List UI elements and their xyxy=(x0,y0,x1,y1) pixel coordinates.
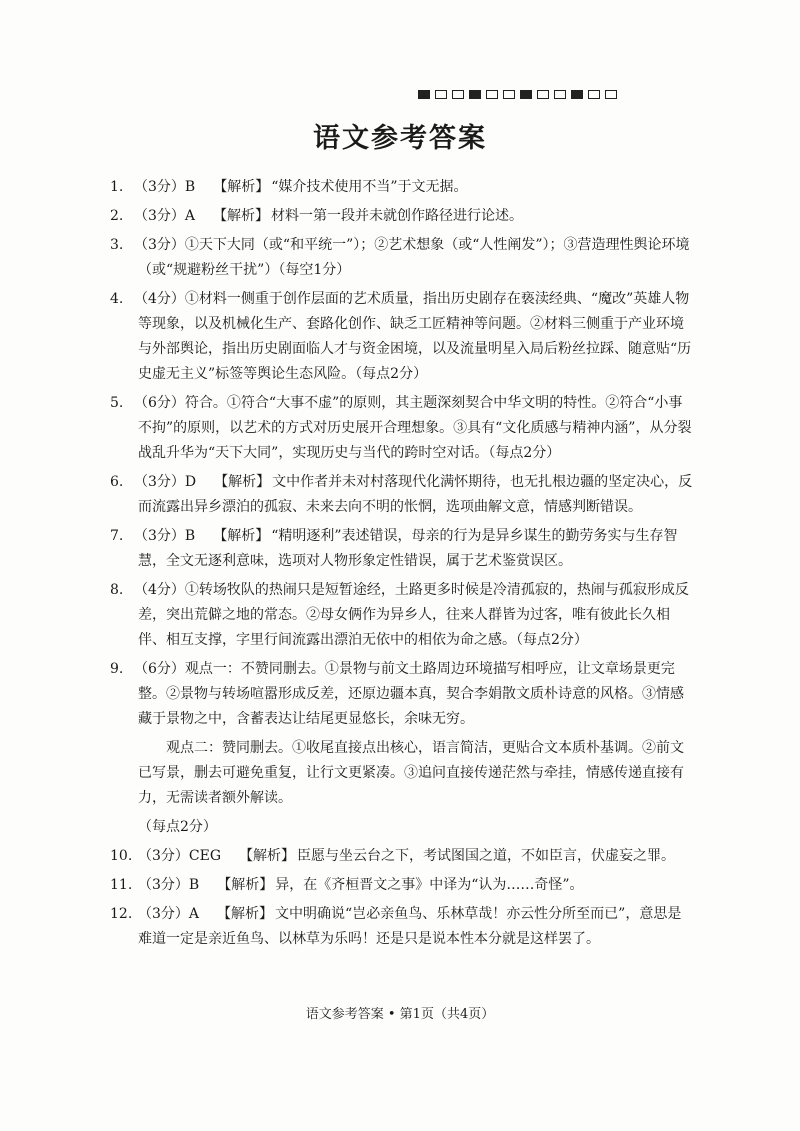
answer-points: （3分）D xyxy=(134,474,197,490)
answer-points: （3分） xyxy=(134,237,185,253)
answer-number: 10. xyxy=(110,848,133,864)
analysis-label: 【解析】 xyxy=(239,848,296,864)
answer-points: （3分）B xyxy=(134,528,196,544)
answer-item-7 xyxy=(110,524,695,574)
answer-item-8 xyxy=(110,578,695,653)
answer-number: 2. xyxy=(110,208,124,224)
empty-square-mark xyxy=(435,90,447,99)
answer-text: 观点一：不赞同删去。①景物与前文土路周边环境描写相呼应，让文章场景更完整。②景物与转场喧嚣形成反差，还原边疆本真，契合李娟散文质朴诗意的风格。③情感藏于景物之中，含蓄表达让结尾更显悠长，余味无穷。 xyxy=(138,661,684,727)
analysis-label: 【解析】 xyxy=(213,208,270,224)
empty-square-mark xyxy=(486,90,498,99)
answer-points: （3分）CEG xyxy=(138,848,222,864)
answer-item-3 xyxy=(110,233,695,283)
answer-points: （6分） xyxy=(134,395,185,411)
filled-square-mark xyxy=(571,90,583,99)
answer-9-points-note: （每点2分） xyxy=(138,819,217,835)
answer-text: ①材料一侧重于创作层面的艺术质量，指出历史剧存在亵渎经典、“魔改”英雄人物等现象，以及机械化生产、套路化创作、缺乏工匠精神等问题。②材料三侧重于产业环境与外部舆论，指出历史剧面临人才与资金困境，以及流量明星入局后粉丝拉踩、随意贴“历史虚无主义”标签等舆论生态风险。（每点2分） xyxy=(138,291,692,382)
answer-points: （6分） xyxy=(134,661,185,677)
answer-text: 文中明确说“岂必亲鱼鸟、乐林草哉！亦云性分所至而已”，意思是难道一定是亲近鱼鸟、以林草为乐吗！还是只是说本性本分就是这样罢了。 xyxy=(138,906,682,947)
answer-number: 11. xyxy=(110,877,133,893)
answer-number: 4. xyxy=(110,291,124,307)
answer-points: （4分） xyxy=(134,582,185,598)
answer-number: 3. xyxy=(110,237,124,253)
analysis-label: 【解析】 xyxy=(213,528,270,544)
analysis-label: 【解析】 xyxy=(217,906,274,922)
page-footer: 语文参考答案 • 第1页（共4页） xyxy=(305,1007,495,1022)
analysis-label: 【解析】 xyxy=(213,179,270,195)
answer-list xyxy=(110,175,695,956)
answer-points: （3分）B xyxy=(134,179,196,195)
answer-number: 5. xyxy=(110,395,124,411)
answer-item-4 xyxy=(110,287,695,387)
answer-item-11 xyxy=(110,873,695,898)
answer-text: 文中作者并未对村落现代化满怀期待，也无扎根边疆的坚定决心，反而流露出异乡漂泊的孤寂、未来去向不明的怅惘，选项曲解文意，情感判断错误。 xyxy=(138,474,693,515)
answer-item-6 xyxy=(110,470,695,520)
answer-text: “精明逐利”表述错误，母亲的行为是异乡谋生的勤劳务实与生存智慧，全文无逐利意味，选项对人物形象定性错误，属于艺术鉴赏误区。 xyxy=(138,528,678,569)
page-title: 语文参考答案 xyxy=(313,123,487,154)
answer-number: 6. xyxy=(110,474,124,490)
answer-number: 12. xyxy=(110,906,133,922)
analysis-label: 【解析】 xyxy=(214,474,271,490)
analysis-label: 【解析】 xyxy=(217,877,274,893)
answer-item-12 xyxy=(110,902,695,952)
answer-item-9 xyxy=(110,657,695,732)
filled-square-mark xyxy=(520,90,532,99)
answer-points: （3分）A xyxy=(134,208,196,224)
answer-item-1 xyxy=(110,175,695,200)
answer-text: 臣愿与坐云台之下，考试图国之道，不如臣言，伏虚妄之罪。 xyxy=(297,848,676,864)
answer-text: “媒介技术使用不当”于文无据。 xyxy=(271,179,468,195)
answer-item-10 xyxy=(110,844,695,869)
answer-number: 7. xyxy=(110,528,124,544)
empty-square-mark xyxy=(452,90,464,99)
filled-square-mark xyxy=(469,90,481,99)
empty-square-mark xyxy=(537,90,549,99)
empty-square-mark xyxy=(554,90,566,99)
answer-points: （4分） xyxy=(134,291,185,307)
answer-points: （3分）B xyxy=(138,877,200,893)
empty-square-mark xyxy=(605,90,617,99)
answer-text: 材料一第一段并未就创作路径进行论述。 xyxy=(271,208,524,224)
header-marks xyxy=(418,90,617,99)
answer-text: ①天下大同（或“和平统一”）；②艺术想象（或“人性阐发”）；③营造理性舆论环境（或“规避粉丝干扰”）（每空1分） xyxy=(138,237,690,278)
answer-9-view-two: 观点二：赞同删去。①收尾直接点出核心，语言简洁，更贴合文本质朴基调。②前文已写景，删去可避免重复，让行文更紧凑。③追问直接传递茫然与牵挂，情感传递直接有力，无需读者额外解读。 xyxy=(138,740,684,806)
empty-square-mark xyxy=(503,90,515,99)
answer-number: 9. xyxy=(110,661,124,677)
answer-number: 1. xyxy=(110,179,124,195)
answer-points: （3分）A xyxy=(138,906,200,922)
answer-item-2 xyxy=(110,204,695,229)
answer-text: 符合。①符合“大事不虚”的原则，其主题深刻契合中华文明的特性。②符合“小事不拘”的原则，以艺术的方式对历史展开合理想象。③具有“文化质感与精神内涵”，从分裂战乱升华为“天下大同”，实现历史与当代的跨时空对话。（每点2分） xyxy=(138,395,692,461)
filled-square-mark xyxy=(418,90,430,99)
answer-text: ①转场牧队的热闹只是短暂途经，土路更多时候是冷清孤寂的，热闹与孤寂形成反差，突出荒僻之地的常态。②母女俩作为异乡人，往来人群皆为过客，唯有彼此长久相伴、相互支撑，字里行间流露出漂泊无依中的相依为命之感。（每点2分） xyxy=(138,582,689,648)
answer-text: 异，在《齐桓晋文之事》中译为“认为……奇怪”。 xyxy=(275,877,584,893)
empty-square-mark xyxy=(588,90,600,99)
answer-item-5 xyxy=(110,391,695,466)
answer-number: 8. xyxy=(110,582,124,598)
